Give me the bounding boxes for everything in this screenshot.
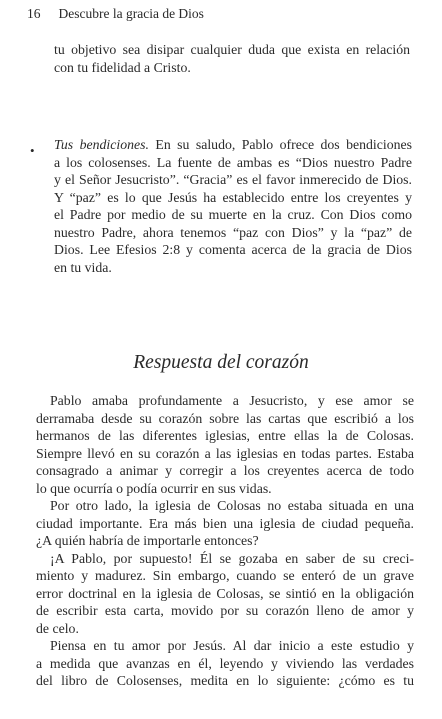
text-line: ¿A quién habría de importarle entonces? — [36, 533, 259, 548]
text-line: de celo. — [36, 620, 79, 636]
text-line: hermanos de las diferentes iglesias, entre ellas la de Colosas. — [36, 428, 414, 443]
text-line: error doctrinal en la iglesia de Colosas, se sintió en la obligación — [36, 585, 414, 601]
bullet-marker: • — [30, 143, 35, 158]
text-line: nuestro Padre, ahora tenemos “paz con Dios” y la “paz” de — [54, 224, 412, 240]
text-line: ¡A Pablo, por supuesto! Él se gozaba en saber de su creci- — [50, 550, 414, 566]
text-line: miento y madurez. Sin embargo, cuando se enteró de un grave — [36, 568, 414, 583]
running-header — [27, 6, 204, 22]
text-line: Pablo amaba profundamente a Jesucristo, y ese amor se — [50, 393, 414, 408]
text-line: Por otro lado, la iglesia de Colosas no estaba situada en una — [50, 498, 414, 513]
text-line: consagrado a animar y corregir a los creyentes acerca de todo — [36, 463, 414, 478]
text-line: con tu fidelidad a Cristo. — [54, 59, 191, 75]
text-line: ciudad importante. Era más bien una iglesia de ciudad pequeña. — [36, 515, 414, 531]
text-line: del libro de Colosenses, medita en lo siguiente: ¿cómo es tu — [36, 673, 414, 688]
text-line: tu objetivo sea disipar cualquier duda que exista en relación — [54, 42, 410, 57]
text-line: a los colosenses. La fuente de ambas es “Dios nuestro Padre — [54, 154, 412, 170]
text-line: de escribir esta carta, movido por su corazón lleno de amor y — [36, 603, 414, 618]
text-line: en tu vida. — [54, 259, 112, 275]
section-body — [36, 392, 414, 690]
bullet-paragraph — [54, 136, 412, 276]
text-line: Y “paz” es lo que Jesús ha establecido entre los creyentes y — [54, 189, 412, 205]
text-line: a medida que avanzas en él, leyendo y viviendo las verdades — [36, 655, 414, 671]
text-line: Dios. Lee Efesios 2:8 y comenta acerca de la gracia de Dios — [54, 242, 412, 257]
running-title: Descubre la gracia de Dios — [58, 6, 204, 21]
bullet-term: Tus bendiciones. — [54, 137, 149, 152]
text-line: el Padre por medio de su muerte en la cruz. Con Dios como — [54, 207, 412, 222]
text-line: y el Señor Jesucristo”. “Gracia” es el favor inmerecido de Dios. — [54, 172, 412, 187]
text-line — [54, 136, 412, 154]
bullet-first-line-rest: En su saludo, Pablo ofrece dos bendiciones — [148, 137, 412, 152]
text-line: Piensa en tu amor por Jesús. Al dar inicio a este estudio y — [50, 638, 414, 653]
text-line: derramaba desde su corazón sobre las cartas que escribió a los — [36, 410, 414, 426]
text-line: Siempre llevó en su corazón a las iglesias en todas partes. Estaba — [36, 445, 414, 461]
continuation-paragraph — [54, 41, 410, 76]
page-number: 16 — [27, 6, 41, 21]
text-line: lo que ocurría o podía ocurrir en sus vidas. — [36, 480, 272, 496]
section-heading: Respuesta del corazón — [133, 352, 309, 373]
